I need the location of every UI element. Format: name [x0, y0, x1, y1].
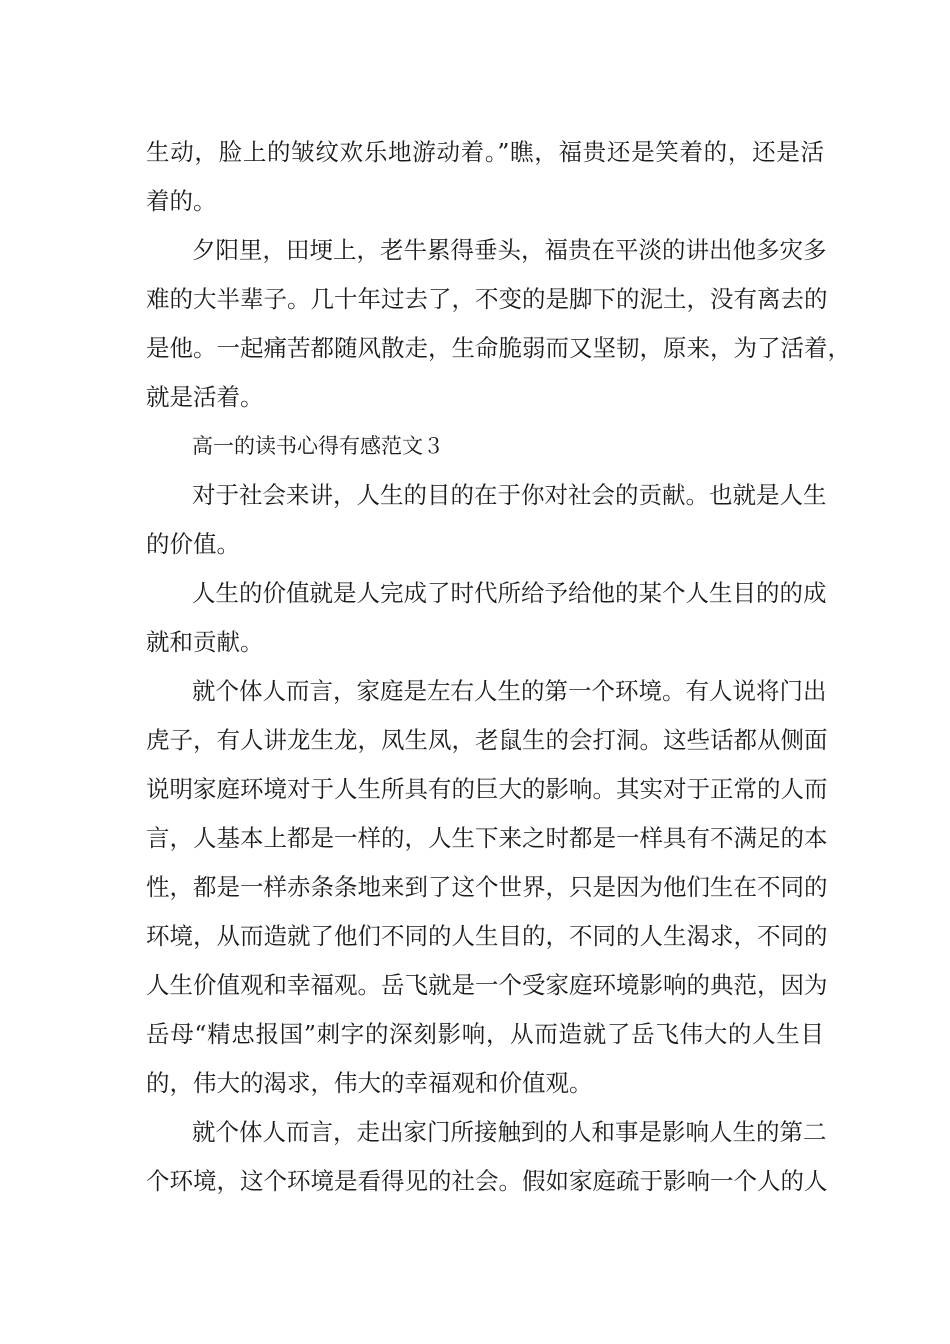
- paragraph-line: 夕阳里，田埂上，老牛累得垂头，福贵在平淡的讲出他多灾多: [192, 236, 827, 264]
- paragraph-line: 环境，从而造就了他们不同的人生目的，不同的人生渴求，不同的: [146, 922, 828, 950]
- paragraph-line: 生动，脸上的皱纹欢乐地游动着。”瞧，福贵还是笑着的，还是活: [146, 138, 824, 166]
- paragraph-line: 人生的价值就是人完成了时代所给予给他的某个人生目的的成: [192, 579, 827, 607]
- paragraph-line: 对于社会来讲，人生的目的在于你对社会的贡献。也就是人生: [192, 481, 827, 509]
- paragraph-line: 就个体人而言，家庭是左右人生的第一个环境。有人说将门出: [192, 677, 827, 705]
- paragraph-line: 岳母“精忠报国”刺字的深刻影响，从而造就了岳飞伟大的人生目: [146, 1020, 824, 1048]
- paragraph-line: 就个体人而言，走出家门所接触到的人和事是影响人生的第二: [192, 1118, 827, 1146]
- paragraph-line: 就和贡献。: [146, 628, 264, 656]
- paragraph-line: 的价值。: [146, 530, 240, 558]
- paragraph-line: 性，都是一样赤条条地来到了这个世界，只是因为他们生在不同的: [146, 873, 828, 901]
- paragraph-line: 就是活着。: [146, 383, 264, 411]
- paragraph-line: 虎子，有人讲龙生龙，凤生凤，老鼠生的会打洞。这些话都从侧面: [146, 726, 828, 754]
- paragraph-line: 着的。: [146, 187, 217, 215]
- paragraph-line: 言，人基本上都是一样的，人生下来之时都是一样具有不满足的本: [146, 824, 828, 852]
- paragraph-line: 个环境，这个环境是看得见的社会。假如家庭疏于影响一个人的人: [146, 1167, 828, 1195]
- paragraph-line: 难的大半辈子。几十年过去了，不变的是脚下的泥土，没有离去的: [146, 285, 828, 313]
- document-body: [146, 128, 851, 1206]
- paragraph-line: 人生价值观和幸福观。岳飞就是一个受家庭环境影响的典范，因为: [146, 971, 828, 999]
- paragraph-line: 的，伟大的渴求，伟大的幸福观和价值观。: [146, 1069, 593, 1097]
- paragraph-line: 说明家庭环境对于人生所具有的巨大的影响。其实对于正常的人而: [146, 775, 828, 803]
- section-heading: 高一的读书心得有感范文３: [192, 434, 444, 458]
- paragraph-line: 是他。一起痛苦都随风散走，生命脆弱而又坚韧，原来，为了活着，: [146, 334, 851, 362]
